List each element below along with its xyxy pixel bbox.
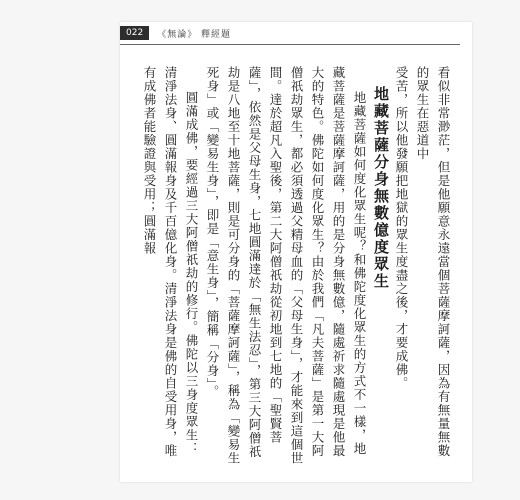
vertical-text-body (139, 66, 454, 466)
book-title: 《無論》 釋經題 (157, 29, 232, 40)
header-rule (120, 44, 460, 45)
page-number: 022 (120, 26, 149, 40)
paragraph-1-line-1: 看似非常渺茫，但是他願意永遠當個菩薩摩訶薩，因為有無量無數的眾生在惡道中 (415, 66, 451, 458)
section-heading: 地藏菩薩分身無數億度眾生 (372, 86, 390, 290)
page-header (120, 22, 231, 44)
paragraph-2: 地藏菩薩如何度化眾生呢？和佛陀度化眾生的方式不一樣，地藏菩薩是菩薩摩訶薩，用的是分身無數億，隨處祈求隨處現是他最大的特色。佛陀如何度化眾生？由於我們「凡夫菩薩」是第一大阿僧祇劫眾生，都必須透過父精母血的「父母生身」，才能來到這個世間。達於超凡入聖後，第二大阿僧祇劫從初地到七地的「聖賢菩薩」，依然是父母生身，七地圓滿達於「無生法忍」，第三大阿僧祇劫是八地至十地菩薩，則是可分身的「菩薩摩訶薩」，稱為「變易生死身」或「變易生身」，即是「意生身」，簡稱「分身」。 (205, 66, 367, 465)
paragraph-1-line-2: 受苦，所以他發願把地獄的眾生度盡之後，才要成佛。 (394, 66, 409, 390)
paragraph-3: 圓滿成佛，要經過三大阿僧祇劫的修行。佛陀以三身度眾生：清淨法身、圓滿報身及千百億化身。清淨法身是佛的自受用身，唯有成佛者能驗證與受用；圓滿報 (142, 66, 199, 458)
